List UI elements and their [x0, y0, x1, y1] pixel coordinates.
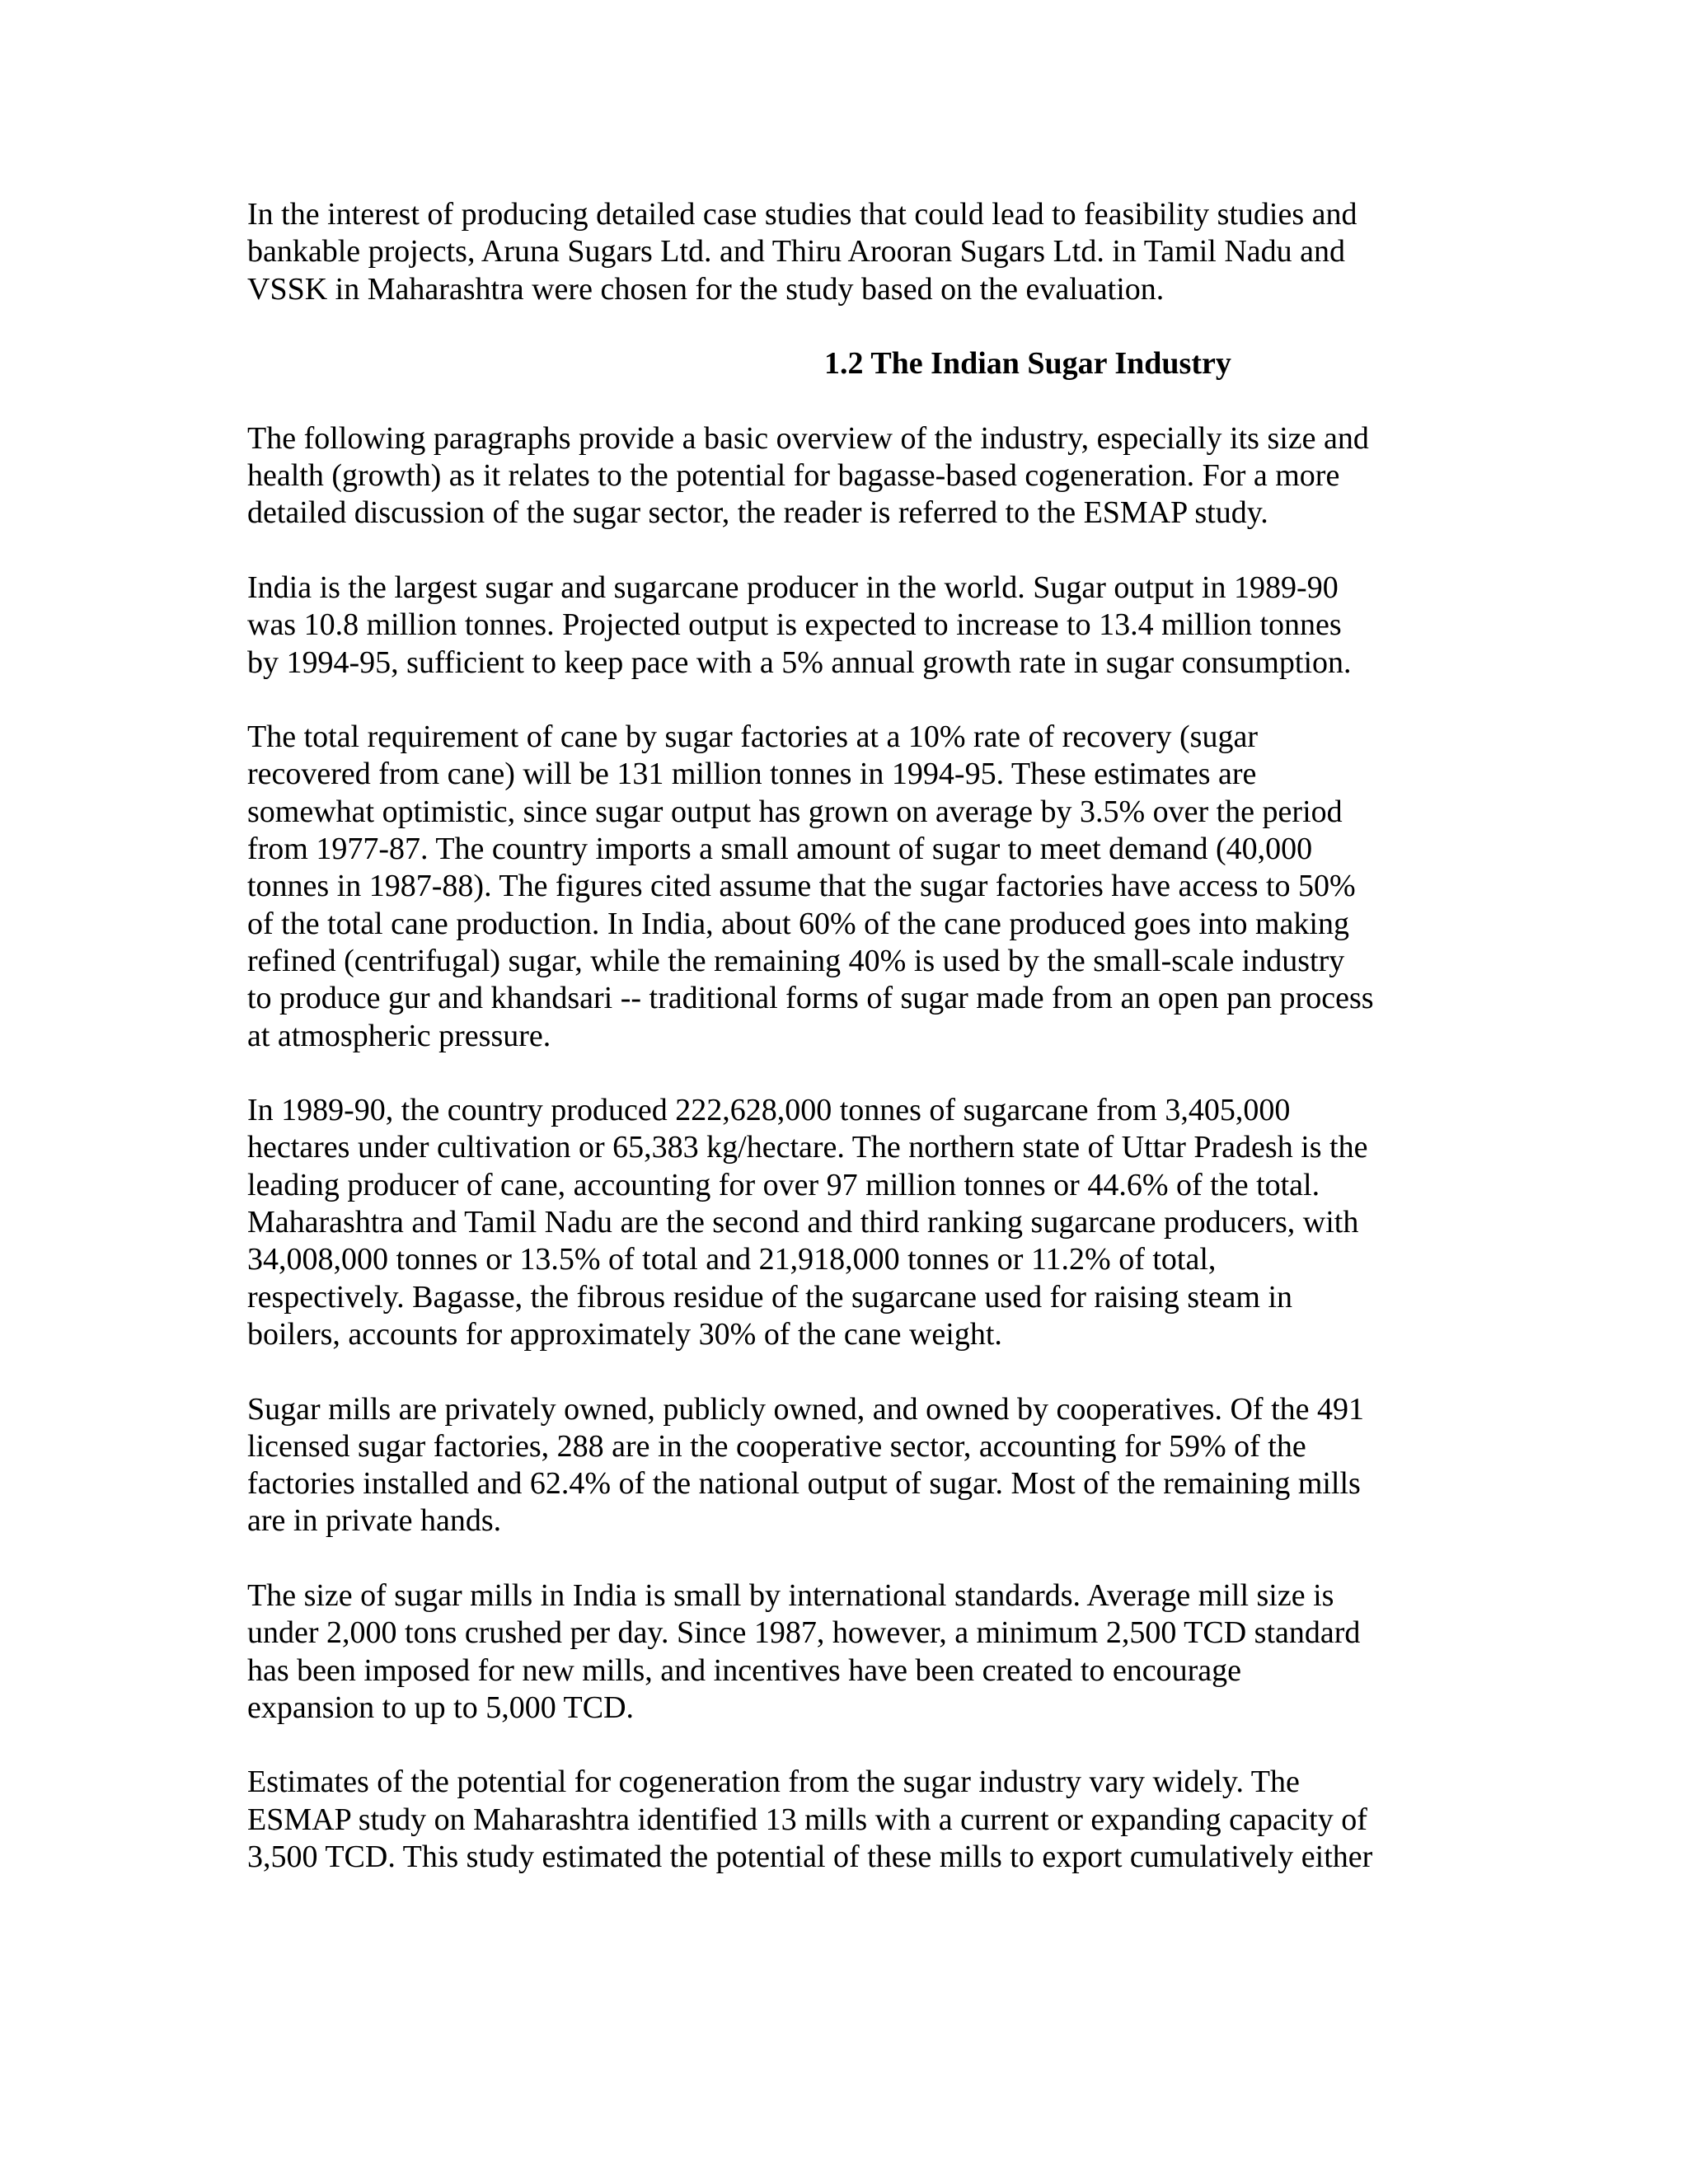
- text-line: In 1989-90, the country produced 222,628,000 tonnes of sugarcane from 3,405,000: [247, 1093, 1291, 1128]
- text-line: 3,500 TCD. This study estimated the potential of these mills to export cumulatively either: [247, 1840, 1373, 1875]
- section-heading: 1.2 The Indian Sugar Industry: [824, 346, 1231, 382]
- text-line: boilers, accounts for approximately 30% of the cane weight.: [247, 1316, 1002, 1352]
- mill-size-paragraph: [247, 1577, 1434, 1727]
- text-line: The following paragraphs provide a basic overview of the industry, especially its size and: [247, 420, 1369, 456]
- text-line: at atmospheric pressure.: [247, 1018, 551, 1053]
- text-line: The size of sugar mills in India is small by international standards. Average mill size is: [247, 1577, 1334, 1613]
- document-page: [247, 196, 1434, 1914]
- text-line: licensed sugar factories, 288 are in the cooperative sector, accounting for 59% of the: [247, 1428, 1306, 1464]
- text-line: hectares under cultivation or 65,383 kg/hectare. The northern state of Uttar Pradesh is the: [247, 1130, 1368, 1165]
- ownership-paragraph: [247, 1391, 1434, 1540]
- text-line: The total requirement of cane by sugar factories at a 10% rate of recovery (sugar: [247, 719, 1258, 755]
- cane-requirement-paragraph: [247, 719, 1434, 1055]
- text-line: factories installed and 62.4% of the national output of sugar. Most of the remaining mills: [247, 1466, 1361, 1502]
- text-line: expansion to up to 5,000 TCD.: [247, 1690, 635, 1725]
- intro-paragraph: [247, 196, 1434, 308]
- text-line: India is the largest sugar and sugarcane producer in the world. Sugar output in 1989-90: [247, 569, 1339, 605]
- text-line: leading producer of cane, accounting for over 97 million tonnes or 44.6% of the total.: [247, 1167, 1320, 1202]
- text-line: Maharashtra and Tamil Nadu are the second and third ranking sugarcane producers, with: [247, 1205, 1359, 1240]
- text-line: detailed discussion of the sugar sector, the reader is referred to the ESMAP study.: [247, 495, 1268, 531]
- text-line: has been imposed for new mills, and incentives have been created to encourage: [247, 1652, 1242, 1688]
- text-line: recovered from cane) will be 131 million tonnes in 1994-95. These estimates are: [247, 757, 1257, 792]
- sugarcane-output-paragraph: [247, 1092, 1434, 1353]
- text-line: of the total cane production. In India, about 60% of the cane produced goes into making: [247, 906, 1349, 941]
- text-line: by 1994-95, sufficient to keep pace with a 5% annual growth rate in sugar consumption.: [247, 644, 1352, 680]
- text-line: from 1977-87. The country imports a small amount of sugar to meet demand (40,000: [247, 832, 1313, 867]
- text-line: somewhat optimistic, since sugar output has grown on average by 3.5% over the period: [247, 794, 1343, 829]
- text-line: to produce gur and khandsari -- traditional forms of sugar made from an open pan process: [247, 981, 1374, 1016]
- text-line: bankable projects, Aruna Sugars Ltd. and Thiru Arooran Sugars Ltd. in Tamil Nadu and: [247, 234, 1346, 269]
- cogeneration-paragraph: [247, 1764, 1434, 1876]
- text-line: Sugar mills are privately owned, publicly owned, and owned by cooperatives. Of the 491: [247, 1391, 1364, 1427]
- overview-paragraph: [247, 420, 1434, 532]
- text-line: VSSK in Maharashtra were chosen for the study based on the evaluation.: [247, 271, 1165, 307]
- text-line: health (growth) as it relates to the potential for bagasse-based cogeneration. For a more: [247, 458, 1340, 494]
- text-line: In the interest of producing detailed case studies that could lead to feasibility studies and: [247, 197, 1357, 232]
- text-line: ESMAP study on Maharashtra identified 13 mills with a current or expanding capacity of: [247, 1802, 1367, 1837]
- text-line: are in private hands.: [247, 1503, 502, 1539]
- text-line: 34,008,000 tonnes or 13.5% of total and 21,918,000 tonnes or 11.2% of total,: [247, 1242, 1217, 1277]
- text-line: was 10.8 million tonnes. Projected output is expected to increase to 13.4 million tonnes: [247, 607, 1342, 643]
- text-line: respectively. Bagasse, the fibrous residue of the sugarcane used for raising steam in: [247, 1279, 1293, 1315]
- production-paragraph: [247, 569, 1434, 682]
- text-line: under 2,000 tons crushed per day. Since 1987, however, a minimum 2,500 TCD standard: [247, 1615, 1361, 1651]
- text-line: Estimates of the potential for cogeneration from the sugar industry vary widely. The: [247, 1765, 1300, 1800]
- text-line: refined (centrifugal) sugar, while the remaining 40% is used by the small-scale industry: [247, 943, 1345, 978]
- text-line: tonnes in 1987-88). The figures cited assume that the sugar factories have access to 50%: [247, 869, 1356, 904]
